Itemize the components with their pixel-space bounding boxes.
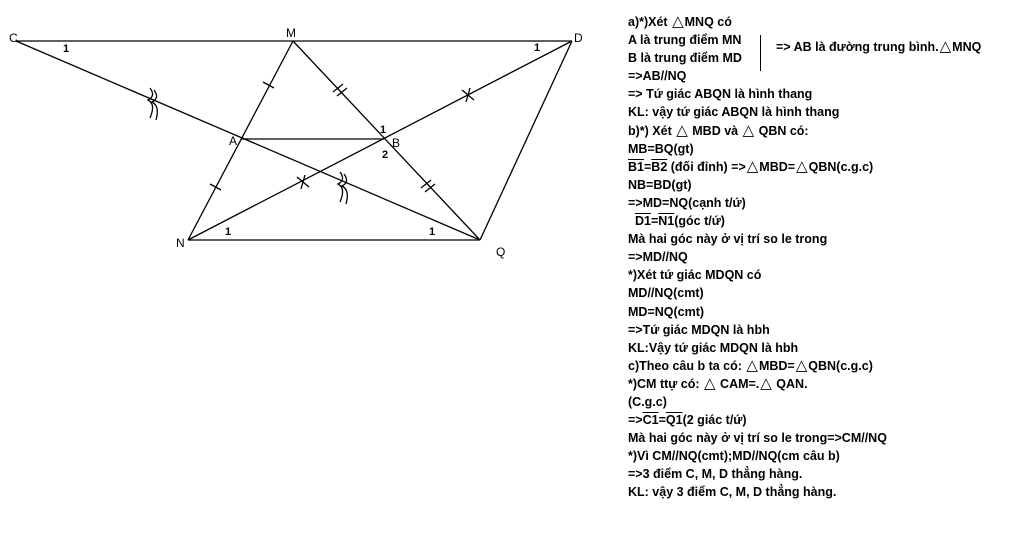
proof-line: KL:Vậy tứ giác MDQN là hbh (628, 340, 799, 355)
angle-label-c1: 1 (63, 43, 70, 55)
proof-line: c)Theo câu b ta có: △MBD=△QBN(c.g.c) (628, 356, 873, 374)
proof-line: =>3 điểm C, M, D thẳng hàng. (628, 467, 803, 482)
proof-line: MD//NQ(cmt) (628, 286, 704, 301)
proof-line: *)Xét tứ giác MDQN có (628, 268, 762, 283)
proof-line: *)Vì CM//NQ(cmt);MD//NQ(cm câu b) (628, 449, 840, 464)
angle-label-b2: 2 (382, 149, 389, 161)
proof-line: MD=NQ(cmt) (628, 304, 705, 319)
segment-DQ (480, 41, 572, 240)
proof-line: MB=BQ(gt) (628, 141, 694, 156)
angle-label-b1: 1 (380, 124, 387, 136)
label-N: N (176, 236, 185, 250)
segment-ND (188, 41, 572, 240)
squiggle-mark (148, 88, 153, 118)
proof-line: =>AB//NQ (628, 69, 687, 84)
proof-line: KL: vậy tứ giác ABQN là hình thang (628, 105, 840, 120)
proof-line: B1=B2 (đối đỉnh) =>△MBD=△QBN(c.g.c) (628, 157, 874, 175)
cross-mark (301, 175, 305, 189)
proof-line: =>Tứ giác MDQN là hbh (628, 322, 770, 337)
proof-line: =>MD//NQ (628, 250, 688, 265)
segment-MQ (293, 41, 480, 240)
proof-line: a)*)Xét △MNQ có (628, 13, 732, 30)
segment-CQ (16, 41, 480, 240)
proof-line: Mà hai góc này ở vị trí so le trong (628, 232, 828, 247)
segment-MN (188, 41, 293, 240)
angle-label-d1: 1 (534, 42, 541, 54)
proof-line: (C.g.c) (628, 394, 667, 409)
proof-line: => Tứ giác ABQN là hình thang (628, 87, 813, 102)
label-A: A (229, 134, 238, 148)
proof-line: =>C1=Q1(2 giác t/ứ) (628, 413, 747, 428)
proof-line: *)CM ttự có: △ CAM=.△ QAN. (628, 374, 808, 392)
angle-label-q1: 1 (429, 226, 436, 238)
proof-line: NB=BD(gt) (628, 177, 692, 192)
label-M: M (286, 26, 296, 40)
angle-label-n1: 1 (225, 226, 232, 238)
proof-line: KL: vậy 3 điểm C, M, D thẳng hàng. (628, 485, 837, 500)
proof-line: =>MD=NQ(cạnh t/ứ) (628, 195, 746, 210)
proof-text (628, 13, 1018, 502)
label-Q: Q (496, 245, 506, 259)
proof-line: D1=N1(góc t/ứ) (634, 214, 725, 229)
proof-line: B là trung điểm MD (628, 51, 742, 66)
label-D: D (574, 31, 583, 45)
proof-line: Mà hai góc này ở vị trí so le trong=>CM//NQ (628, 431, 887, 446)
squiggle-mark (338, 172, 343, 202)
label-C: C (9, 31, 18, 45)
proof-line: b)*) Xét △ MBD và △ QBN có: (628, 121, 809, 139)
geometry-figure (0, 0, 600, 300)
proof-line: A là trung điểm MN (628, 33, 742, 48)
midline-conclusion: => AB là đường trung bình.△MNQ (776, 38, 982, 55)
label-B: B (392, 136, 401, 150)
